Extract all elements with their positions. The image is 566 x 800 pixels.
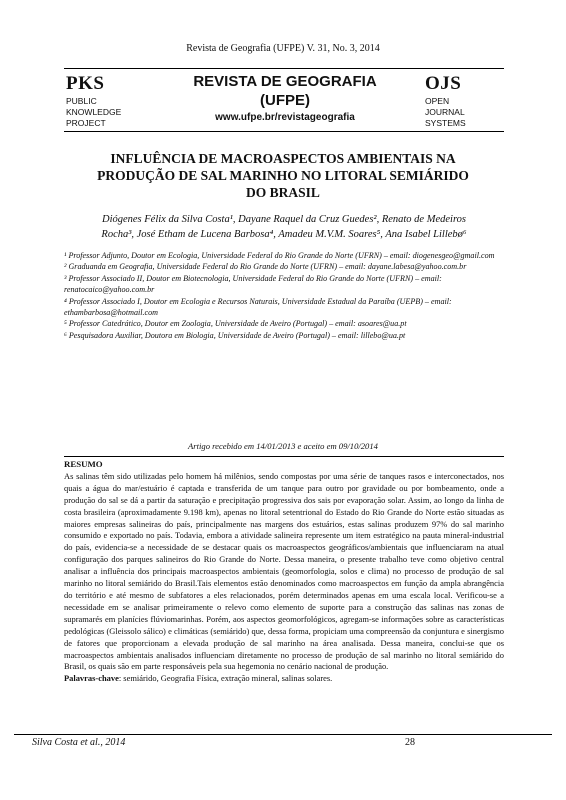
abstract-section [64,459,504,685]
pks-logo: PKS [66,73,105,94]
affiliation-item: ⁵ Professor Catedrático, Doutor em Zoologia, Universidade de Aveiro (Portugal) – email: asoares@ua.pt [64,319,407,329]
abstract-rule [64,456,504,457]
pks-sub-line: PROJECT [66,118,106,128]
masthead-title: REVISTA DE GEOGRAFIA [193,73,377,90]
keywords [64,673,504,685]
affiliation-item: ¹ Professor Adjunto, Doutor em Ecologia, Universidade Federal do Rio Grande do Norte (UFRN) – email: diogenesgeo@gmail.com [64,251,495,260]
affiliation-item: ⁴ Professor Associado I, Doutor em Ecologia e Recursos Naturais, Universidade Estadual da Paraíba (UEPB) – email: ethambarbosa@hotmail.com [64,296,452,318]
title-line: INFLUÊNCIA DE MACROASPECTOS AMBIENTAIS NA [110,151,456,166]
affiliation-item: ⁶ Pesquisadora Auxiliar, Doutora em Biologia, Universidade de Aveiro (Portugal) – email: lillebo@ua.pt [64,330,406,340]
ojs-sub-line: OPEN [425,96,450,106]
title-line: PRODUÇÃO DE SAL MARINHO NO LITORAL SEMIÁRIDO [97,168,469,183]
masthead-url[interactable]: www.ufpe.br/revistageografia [215,112,355,123]
journal-masthead [165,72,405,123]
authors-line: Rocha³, José Etham de Lucena Barbosa⁴, Amadeu M.V.M. Soares⁵, Ana Isabel Lillebø⁶ [101,229,467,240]
keywords-text: : semiárido, Geografia Física, extração mineral, salinas solares. [118,673,333,684]
author-list [64,212,504,242]
header-top-rule [64,68,504,69]
ojs-sub-line: JOURNAL [425,107,465,117]
journal-citation: Revista de Geografia (UFPE) V. 31, No. 3, 2014 [186,43,380,54]
pks-sub-line: PUBLIC [66,96,97,106]
ojs-logo: OJS [425,73,462,94]
affiliation-item: ² Graduanda em Geografia, Universidade Federal do Rio Grande do Norte (UFRN) – email: dayane.labesa@yahoo.com.br [64,262,467,272]
abstract-body: As salinas têm sido utilizadas pelo homem há milênios, sendo compostas por uma série de tanques rasos e interconectados, nos quais a água do mar/estuário é captada e transferida de um tanque para outro por gravidade ou por bombeamento, onde a produção do sal se dá a partir da saturação e precipitação progressiva dos sais por evaporação solar. Assim, ao longo da linha de costa brasileira (aproximadamente 9.198 km), apenas no litoral setentrional do Estado do Rio Grande do Norte estão situadas as maiores empresas salineiras do país, principalmente nas margens dos estuários, estas salinas produzem 97% do sal marinho consumido e exportado no país. Todavia, embora a atividade salineira represente um item estratégico na pauta mineral-industrial do país, evidencia-se a necessidade de se destacar quais os macroaspectos geográficos/ambientais que influenciaram na atual configuração dos parques salineiros do Rio Grande do Norte. Dessa maneira, o presente trabalho teve como objetivo central analisar a influência dos principais macroaspectos ambientais (geomorfologia, solos e clima) no processo de produção de sal marinho no litoral semiárido do Brasil.Tais elementos estão denominados como macroaspectos em função da ampla abrangência do território e até mesmo de subfatores a eles relacionados, porém determinados apenas em uma escala local. Verificou-se a necessidade em se analisar primeiramente o relevo como elemento de suporte para a construção das salinas nas zonas de supramarés em planícies flúviomarinhas. Porém, aos aspectos geomorfológicos, agregam-se informações sobre as características pedológicas (Gleissolo sálico) e climáticas (semiárido) que, dessa forma, propiciam uma compreensão da conjuntura e sinergismo de fatores que proporcionam a elevada produção de sal marinho na área analisada. Dessa maneira, conclui-se que os macroaspectos ambientais analisados influenciam diretamente no processo de produção de sal marinho no litoral semiárido do Brasil, os quais são em parte responsáveis pela sua hegemonia no cenário nacional de produção. [64,470,504,672]
authors-line: Diógenes Félix da Silva Costa¹, Dayane Raquel da Cruz Guedes², Renato de Medeiros [101,214,466,225]
article-title [60,150,506,201]
pks-sub-line: KNOWLEDGE [66,107,122,117]
masthead-subtitle: (UFPE) [260,92,310,109]
received-date: Artigo recebido em 14/01/2013 e aceito em 09/10/2014 [188,441,378,451]
page-number: 28 [405,737,415,748]
title-line: DO BRASIL [246,185,320,200]
header-bottom-rule [64,131,504,132]
affiliation-item: ³ Professor Associado II, Doutor em Biotecnologia, Universidade Federal do Rio Grande do Norte (UFRN) – email: renatocaico@yahoo.com.br [64,273,442,295]
keywords-label: Palavras-chave [64,673,119,684]
abstract-heading: RESUMO [64,459,103,469]
footer-rule [14,734,552,735]
ojs-subtitle [425,96,466,129]
ojs-sub-line: SYSTEMS [425,118,466,128]
affiliations [64,250,506,341]
footer-citation: Silva Costa et al., 2014 [32,737,126,748]
pks-subtitle [66,96,121,129]
